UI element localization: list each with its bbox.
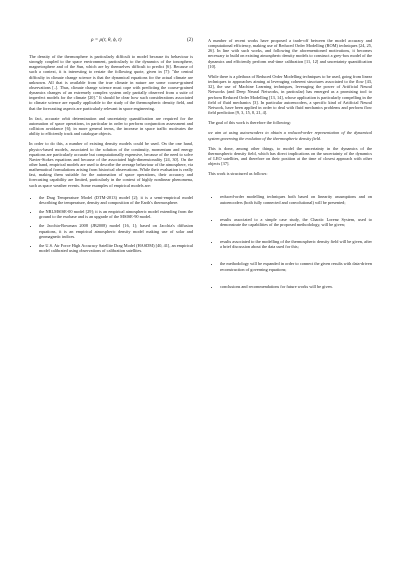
list-item: • the NRLMSISE-00 model [29]; it is an empirical atmospheric model extending from the ground to the exobase and is an upgrade of the MSISE-90 model. bbox=[39, 209, 193, 219]
structure-list bbox=[208, 194, 372, 288]
list-item: • the Drag Temperature Model (DTM-2013) model [2]; it is a semi-empirical model describing the temperature, density and composition of the Earth's thermosphere. bbox=[39, 195, 193, 205]
list-item: • the Jacchia-Bowman 2008 (JB2008) model [16, 1]; based on Jacchia's diffusion equations, it is an empirical atmospheric density model making use of solar and geomagnetic indices. bbox=[39, 223, 193, 238]
list-item: • the U.S. Air Force High Accuracy Satellite Drag Model (HASDM) [40, 41], an empirical model calibrated using observations of calibration satellites. bbox=[39, 243, 193, 253]
equation-row bbox=[29, 38, 193, 48]
list-item: • conclusions and recommendations for future works will be given. bbox=[220, 284, 372, 289]
paragraph: A number of recent works have proposed a trade-off between the model accuracy and computational efficiency, making use of Reduced Order Modelling (ROM) techniques [24, 25, 26]. In line with such works, and following the aforementioned motivations, it becomes necessary to build on existing atmospheric density models to construct a grey-box model of the dynamics and efficiently perform real-time calibration [11, 12] and uncertainty quantification [10]. bbox=[208, 38, 372, 69]
paragraph: This is done, among other things, to model the uncertainty in the dynamics of the thermospheric density field, which has direct implications on the uncertainty of the dynamics of LEO satellites, and therefore on their position at the time of closest approach with other objects [37]. bbox=[208, 145, 372, 167]
paragraph: This work is structured as follows: bbox=[208, 171, 268, 177]
paragraph: In order to do this, a number of existing density models could be used. On the one hand, physics-based models, associated to the solution of the continuity, momentum and energy equations are particularly accurate but computationally expensive, because of the need to solve Navier-Stokes equations and because of the associated high-dimensionality [24, 30]. On the other hand, empirical models are used to describe the average behaviour of the atmosphere, via mathematical formulations arising from historical observations. While their evaluation is really fast, making them suitable for the automation of space operations, their accuracy and forecasting capability are limited, particularly in the context of highly nonlinear phenomena, such as space weather events. Some examples of empirical models are: bbox=[29, 141, 193, 188]
list-item: • the methodology will be expanded in order to connect the given results with data-driven reconstruction of governing equations; bbox=[220, 261, 372, 271]
paragraph: The goal of this work is therefore the following: bbox=[208, 120, 291, 126]
paragraph: While there is a plethora of Reduced Order Modelling techniques to be used, going from linear techniques to approaches aiming at leveraging coherent structures associated to the flow [43, 32], the use of Machine Learning techniques, leveraging the power of Artificial Neural Networks (and Deep Neural Networks, in particular) has emerged as a promising tool to perform Reduced Order Modelling [13, 14], whose application is particularly compelling in the field of fluid mechanics [3]. In particular autoencoders, a specific kind of Artificial Neural Network, have been applied in order to deal with fluid mechanics problems and perform flow field prediction [9, 3, 15, 8, 21, 4]. bbox=[208, 73, 372, 116]
paragraph: In fact, accurate orbit determination and uncertainty quantification are required for the automation of space operations, in particular in order to perform conjunction assessment and collision avoidance [6]; in more general terms, the increase in space traffic motivates the ability to efficiently track and catalogue objects. bbox=[29, 115, 193, 137]
right-column bbox=[208, 38, 372, 301]
equation-number: (2) bbox=[186, 37, 193, 43]
list-item: • results associated to a simple case study, the Chaotic Lorenz System, used to demonstrate the capabilities of the proposed methodology, will be given; bbox=[220, 217, 372, 227]
list-item: • results associated to the modelling of the thermospheric density field will be given, after a brief discussion about the data used for this; bbox=[220, 239, 372, 249]
paragraph: The density of the thermosphere is particularly difficult to model because its behaviour is strongly coupled to the space environment, particularly to the dynamics of the ionosphere, magnetosphere and of the Sun, which are by themselves difficult to predict [6]. Because of such a context, it is interesting to restate the following quote, given in [7]: "the central difficulty in climate change science is that the dynamical equations for the actual climate are unknown. All that is available from the true climate in nature are some coarse-grained observations [..]. Thus, climate change science must cope with predicting the coarse-grained dynamics changes of an extremely complex system only partially observed from a suite of imperfect models for the climate [20]." It should be clear how such considerations associated to climate science are equally applicable to the study of the thermospheric density field, and that the forecasting aspects are particularly relevant in space engineering. bbox=[29, 54, 193, 111]
equation-formula: ρ = ρ(r, θ, ϕ, t) bbox=[91, 37, 122, 43]
left-column bbox=[29, 38, 193, 257]
list-item: • reduced-order modelling techniques both based on linearity assumptions and on autoencoders (both fully connected and convolutional) will be presented; bbox=[220, 194, 372, 204]
goal-statement: we aim at using autoencoders to obtain a reduced-order representation of the dynamical system governing the evolution of the thermospheric density field. bbox=[208, 130, 372, 141]
empirical-models-list bbox=[29, 195, 193, 253]
